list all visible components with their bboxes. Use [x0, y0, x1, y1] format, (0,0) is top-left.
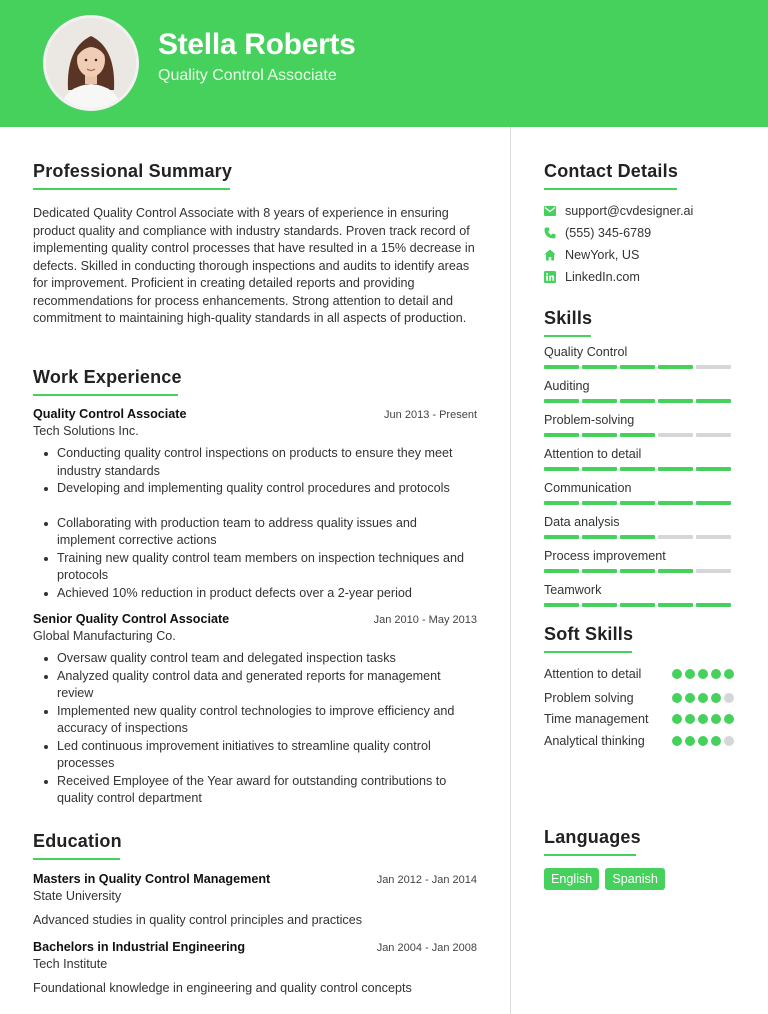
soft-skill-rating	[672, 669, 734, 679]
rating-dot	[698, 669, 708, 679]
skill-level-segment	[658, 501, 693, 505]
skill-level-segment	[658, 399, 693, 403]
skill-level-segment	[620, 569, 655, 573]
summary-section	[33, 161, 477, 328]
rating-dot	[724, 693, 734, 703]
soft-skill-name: Analytical thinking	[544, 733, 645, 748]
skill-level-segment	[658, 365, 693, 369]
job-bullet: Collaborating with production team to address quality issues and implement corrective actions	[33, 515, 477, 550]
skill-level-segment	[658, 467, 693, 471]
contact-heading-underline	[544, 188, 677, 190]
skill-level-segment	[544, 365, 579, 369]
contact-phone[interactable]	[544, 222, 734, 244]
skill-level-segment	[696, 603, 731, 607]
skills-heading-underline	[544, 335, 591, 337]
skill-item	[544, 583, 734, 607]
skill-level-segment	[620, 365, 655, 369]
skills-list	[544, 345, 734, 607]
skill-level-segment	[658, 535, 693, 539]
school: State University	[33, 889, 122, 903]
skill-level-segment	[620, 433, 655, 437]
job-dates: Jun 2013 - Present	[384, 409, 477, 421]
rating-dot	[724, 714, 734, 724]
rating-dot	[685, 736, 695, 746]
language-badge: Spanish	[605, 868, 665, 890]
education-entry	[33, 872, 477, 927]
skill-level-segment	[582, 501, 617, 505]
contact-email[interactable]	[544, 200, 734, 222]
job-bullet: Analyzed quality control data and generated reports for management review	[33, 668, 477, 703]
skill-level-segment	[696, 535, 731, 539]
rating-dot	[724, 669, 734, 679]
rating-dot	[711, 736, 721, 746]
candidate-name: Stella Roberts	[158, 28, 356, 61]
skill-level-segment	[620, 399, 655, 403]
skill-level-segment	[582, 535, 617, 539]
column-divider	[510, 127, 511, 1014]
degree: Masters in Quality Control Management	[33, 872, 271, 886]
job-bullet: Achieved 10% reduction in product defects over a 2-year period	[33, 585, 477, 603]
skill-level-segment	[544, 399, 579, 403]
skill-name: Attention to detail	[544, 447, 642, 461]
job-role: Quality Control Associate	[33, 407, 187, 421]
skill-name: Quality Control	[544, 345, 628, 359]
skill-level-segment	[582, 365, 617, 369]
skill-level-bar	[544, 399, 734, 403]
contact-location-text: NewYork, US	[565, 248, 640, 262]
skills-section	[544, 308, 734, 617]
languages-heading: Languages	[544, 827, 641, 847]
job-entry	[33, 407, 477, 602]
education-dates: Jan 2012 - Jan 2014	[376, 874, 477, 886]
job-bullet: Developing and implementing quality control procedures and protocols	[33, 480, 477, 498]
soft-skill-rating	[672, 714, 734, 724]
skill-name: Problem-solving	[544, 413, 635, 427]
skill-level-segment	[658, 569, 693, 573]
skill-name: Auditing	[544, 379, 590, 393]
job-bullets	[33, 445, 477, 602]
contact-email-text: support@cvdesigner.ai	[565, 204, 694, 218]
skill-name: Communication	[544, 481, 632, 495]
job-bullet: Oversaw quality control team and delegated inspection tasks	[33, 650, 477, 668]
skill-level-bar	[544, 467, 734, 471]
skill-level-segment	[620, 535, 655, 539]
skill-level-segment	[658, 433, 693, 437]
skill-level-segment	[696, 569, 731, 573]
skill-name: Data analysis	[544, 515, 620, 529]
education-description: Foundational knowledge in engineering and quality control concepts	[33, 981, 412, 995]
home-icon	[544, 249, 556, 261]
skill-item	[544, 481, 734, 505]
skill-level-segment	[544, 467, 579, 471]
soft-skills-heading-underline	[544, 651, 632, 653]
rating-dot	[672, 714, 682, 724]
skill-level-segment	[582, 467, 617, 471]
skill-level-bar	[544, 365, 734, 369]
contact-location	[544, 244, 734, 266]
education-entry	[33, 940, 477, 995]
skill-level-segment	[696, 467, 731, 471]
job-bullet: Received Employee of the Year award for outstanding contributions to quality control department	[33, 773, 477, 808]
summary-heading: Professional Summary	[33, 161, 233, 181]
job-role: Senior Quality Control Associate	[33, 612, 230, 626]
skill-level-segment	[620, 603, 655, 607]
education-description: Advanced studies in quality control principles and practices	[33, 913, 363, 927]
rating-dot	[685, 669, 695, 679]
languages-heading-underline	[544, 854, 636, 856]
rating-dot	[672, 693, 682, 703]
experience-section	[33, 367, 477, 808]
rating-dot	[711, 669, 721, 679]
skill-level-segment	[582, 569, 617, 573]
resume-header	[0, 0, 768, 127]
skill-level-segment	[620, 467, 655, 471]
rating-dot	[685, 693, 695, 703]
soft-skill-rating	[672, 693, 734, 703]
job-bullet: Implemented new quality control technologies to improve efficiency and accuracy of inspections	[33, 703, 477, 738]
summary-text: Dedicated Quality Control Associate with 8 years of experience in ensuring product quality and compliance with industry standards. Proven track record of implementing quality control processes that have resulted in a 15% decrease in defects. Skilled in conducting thorough inspections and audits to identify areas for improvement. Proficient in creating detailed reports and providing recommendations for process enhancements. Strong attention to detail and commitment to maintaining high-quality standards in all aspects of production.	[33, 206, 475, 325]
degree: Bachelors in Industrial Engineering	[33, 940, 246, 954]
language-badge: English	[544, 868, 599, 890]
rating-dot	[698, 714, 708, 724]
skill-level-segment	[696, 433, 731, 437]
skill-level-segment	[696, 501, 731, 505]
skill-level-segment	[544, 535, 579, 539]
experience-heading: Work Experience	[33, 367, 182, 387]
skill-level-segment	[620, 501, 655, 505]
job-company: Global Manufacturing Co.	[33, 629, 176, 643]
job-company: Tech Solutions Inc.	[33, 424, 139, 438]
avatar	[43, 15, 139, 111]
soft-skill-name: Attention to detail	[544, 667, 642, 681]
rating-dot	[698, 736, 708, 746]
rating-dot	[711, 693, 721, 703]
skill-level-segment	[582, 399, 617, 403]
experience-heading-underline	[33, 394, 178, 396]
soft-skill-item	[544, 690, 734, 708]
skill-level-segment	[582, 603, 617, 607]
contact-linkedin[interactable]	[544, 266, 734, 288]
skill-item	[544, 447, 734, 471]
languages-list	[544, 868, 734, 890]
soft-skills-list	[544, 666, 734, 750]
candidate-title: Quality Control Associate	[158, 67, 337, 84]
job-bullet: Led continuous improvement initiatives to streamline quality control processes	[33, 738, 477, 773]
rating-dot	[672, 736, 682, 746]
job-bullets	[33, 650, 477, 808]
contact-linkedin-text: LinkedIn.com	[565, 270, 640, 284]
summary-heading-underline	[33, 188, 230, 190]
profile-photo-icon	[46, 18, 136, 108]
job-entry	[33, 612, 477, 808]
skill-level-segment	[544, 433, 579, 437]
school: Tech Institute	[33, 957, 108, 971]
skill-level-segment	[582, 433, 617, 437]
education-dates: Jan 2004 - Jan 2008	[376, 942, 477, 954]
languages-section	[544, 827, 734, 890]
skill-name: Process improvement	[544, 549, 666, 563]
soft-skills-heading: Soft Skills	[544, 624, 634, 644]
education-heading-underline	[33, 858, 120, 860]
soft-skill-item	[544, 733, 734, 751]
skill-item	[544, 515, 734, 539]
linkedin-icon	[544, 271, 556, 283]
soft-skill-item	[544, 666, 734, 684]
skill-level-segment	[544, 569, 579, 573]
skills-heading: Skills	[544, 308, 593, 328]
email-icon	[544, 205, 556, 217]
soft-skill-name: Time management	[544, 712, 649, 726]
skill-level-bar	[544, 603, 734, 607]
rating-dot	[685, 714, 695, 724]
skill-level-bar	[544, 433, 734, 437]
rating-dot	[724, 736, 734, 746]
skill-level-segment	[544, 501, 579, 505]
rating-dot	[698, 693, 708, 703]
skill-item	[544, 549, 734, 573]
education-section	[33, 831, 477, 995]
skill-level-bar	[544, 535, 734, 539]
contact-phone-text: (555) 345-6789	[565, 226, 652, 240]
soft-skill-rating	[672, 736, 734, 746]
soft-skill-item	[544, 711, 734, 729]
skill-item	[544, 345, 734, 369]
skill-name: Teamwork	[544, 583, 602, 597]
skill-level-segment	[696, 365, 731, 369]
contact-section	[544, 161, 734, 288]
skill-item	[544, 379, 734, 403]
contact-heading: Contact Details	[544, 161, 679, 181]
soft-skills-section	[544, 624, 734, 750]
phone-icon	[544, 227, 556, 239]
education-heading: Education	[33, 831, 122, 851]
skill-level-segment	[658, 603, 693, 607]
skill-level-bar	[544, 501, 734, 505]
job-dates: Jan 2010 - May 2013	[373, 614, 477, 626]
job-bullet: Training new quality control team members on inspection techniques and protocols	[33, 550, 477, 585]
skill-item	[544, 413, 734, 437]
rating-dot	[711, 714, 721, 724]
skill-level-bar	[544, 569, 734, 573]
rating-dot	[672, 669, 682, 679]
soft-skill-name: Problem solving	[544, 690, 634, 705]
skill-level-segment	[544, 603, 579, 607]
job-bullet: Conducting quality control inspections on products to ensure they meet industry standards	[33, 445, 477, 480]
skill-level-segment	[696, 399, 731, 403]
